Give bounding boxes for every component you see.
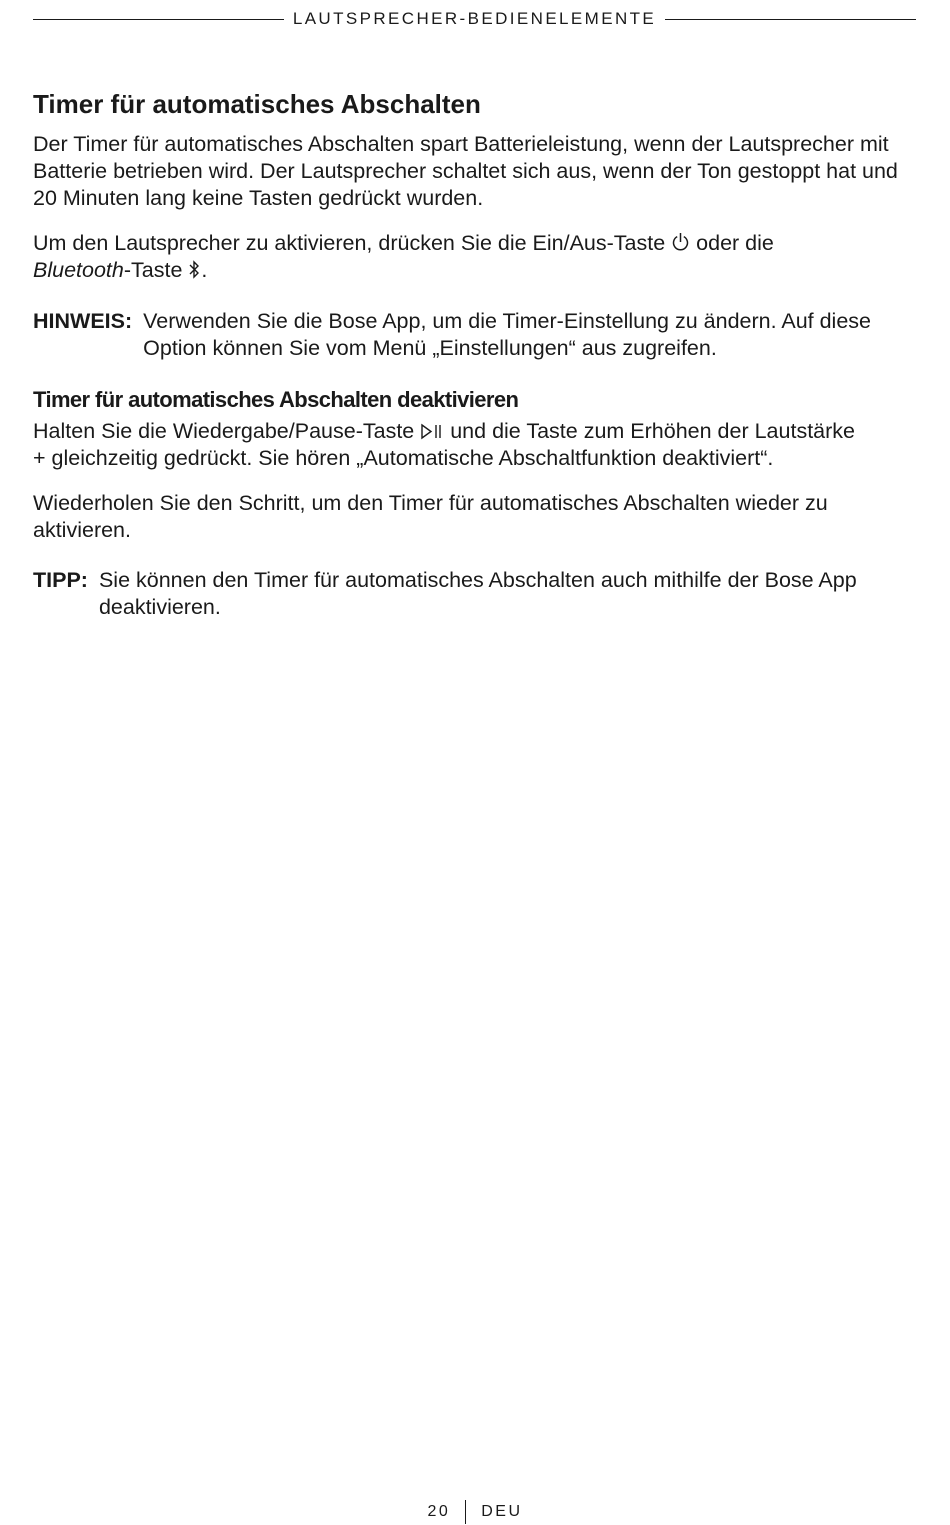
- page-header: [33, 6, 916, 32]
- header-rule-right: [665, 19, 916, 20]
- page-content: [33, 86, 918, 621]
- para2-period: .: [201, 258, 208, 282]
- play-pause-icon: [420, 422, 444, 441]
- note-text: Verwenden Sie die Bose App, um die Timer-Einstellung zu ändern. Auf diese Option können Sie vom Menü „Einstellungen“ aus zugreifen.: [143, 309, 872, 360]
- plus-symbol: +: [33, 446, 46, 470]
- page-footer: [0, 1500, 950, 1524]
- section-heading: Timer für automatisches Abschalten: [33, 89, 481, 119]
- page-number: 20: [427, 1503, 451, 1520]
- power-icon: [671, 232, 690, 253]
- subsection-paragraph-1: [33, 418, 918, 472]
- header-rule-left: [33, 19, 284, 20]
- section-paragraph-2: [33, 230, 918, 284]
- sub-para1-end: gleichzeitig gedrückt. Sie hören „Automatische Abschaltfunktion deaktiviert“.: [51, 446, 774, 470]
- tip-label: TIPP:: [33, 568, 88, 592]
- language-code: DEU: [481, 1503, 523, 1520]
- para2-italic: Bluetooth: [33, 258, 124, 282]
- tip-block: [33, 567, 918, 621]
- bluetooth-icon: [188, 259, 201, 280]
- subsection-heading: Timer für automatisches Abschalten deaktivieren: [33, 387, 519, 412]
- footer-separator: [465, 1500, 466, 1524]
- tip-text: Sie können den Timer für automatisches Abschalten auch mithilfe der Bose App deaktivieren.: [98, 568, 857, 619]
- sub-para1-start: Halten Sie die Wiedergabe/Pause-Taste: [33, 419, 415, 443]
- para2-mid: oder die: [696, 231, 774, 255]
- subsection-paragraph-2: Wiederholen Sie den Schritt, um den Timer für automatisches Abschalten wieder zu aktivieren.: [33, 491, 828, 542]
- sub-para1-mid: und die Taste zum Erhöhen der Lautstärke: [450, 419, 855, 443]
- para2-start: Um den Lautsprecher zu aktivieren, drücken Sie die Ein/Aus-Taste: [33, 231, 666, 255]
- note-block: [33, 308, 918, 362]
- note-label: HINWEIS:: [33, 309, 133, 333]
- section-paragraph-1: Der Timer für automatisches Abschalten spart Batterieleistung, wenn der Lautsprecher mit Batterie betrieben wird. Der Lautsprecher schaltet sich aus, wenn der Ton gestoppt hat und 20 Minuten lang keine Tasten gedrückt wurden.: [33, 132, 898, 210]
- para2-end: -Taste: [123, 258, 183, 282]
- header-title: LAUTSPRECHER-BEDIENELEMENTE: [292, 9, 657, 28]
